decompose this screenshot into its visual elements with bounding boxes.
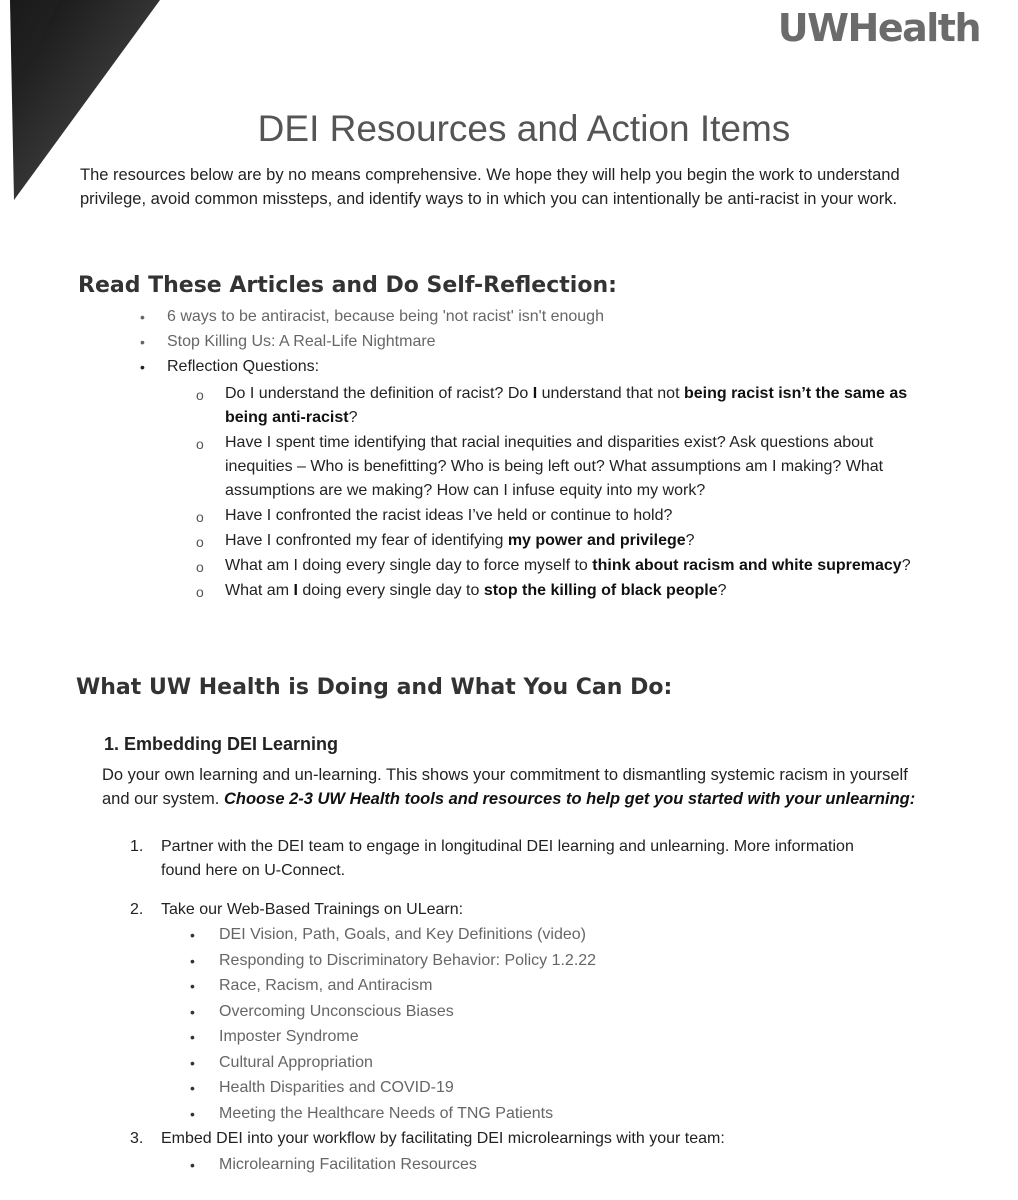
circle-bullet-icon: o — [196, 559, 204, 575]
circle-bullet-icon: o — [196, 509, 204, 525]
step-item: 3. Embed DEI into your workflow by facilitating DEI microlearnings with your team: — [130, 1130, 725, 1147]
step-list-3 — [130, 1127, 890, 1151]
circle-bullet-icon: o — [196, 584, 204, 600]
bullet-icon: • — [190, 1003, 195, 1020]
bullet-icon: • — [190, 1157, 195, 1173]
step-list-1 — [130, 835, 890, 883]
training-link[interactable]: • Cultural Appropriation — [190, 1051, 890, 1077]
bullet-icon: • — [190, 978, 195, 994]
bullet-icon: • — [140, 309, 145, 325]
bullet-icon: • — [190, 1054, 195, 1071]
bullet-icon: • — [190, 952, 195, 969]
article-list — [140, 305, 940, 380]
reflection-question-list — [196, 382, 926, 604]
circle-bullet-icon: o — [196, 534, 204, 550]
training-link[interactable]: • Imposter Syndrome — [190, 1025, 890, 1051]
article-link-stop-killing-us[interactable]: • Stop Killing Us: A Real-Life Nightmare — [140, 330, 940, 355]
subheading-embedding-dei: 1. Embedding DEI Learning — [104, 734, 339, 754]
section-heading-uwhealth: What UW Health is Doing and What You Can Do: — [76, 675, 673, 700]
bullet-icon: • — [140, 334, 145, 350]
reflection-question: o Have I confronted the racist ideas I’ve held or continue to hold? — [196, 504, 926, 528]
bullet-icon: • — [190, 1105, 195, 1122]
bullet-icon: • — [190, 1080, 195, 1096]
reflection-question: o Have I spent time identifying that racial inequities and disparities exist? Ask questions about inequities – Who is benefitting? Who is being left out? What assumptions am I making? What assumptions are we making? How can I infuse equity into my work? — [196, 434, 884, 499]
training-link[interactable]: • Overcoming Unconscious Biases — [190, 1000, 890, 1026]
step-item: 2. Take our Web-Based Trainings on ULearn: — [130, 901, 464, 918]
circle-bullet-icon: o — [196, 387, 204, 403]
bullet-icon: • — [190, 1029, 195, 1045]
reflection-question: o Have I confronted my fear of identifying my power and privilege? — [196, 529, 926, 553]
step-item[interactable]: 1. Partner with the DEI team to engage in longitudinal DEI learning and unlearning. More information found here on U-Connect. — [130, 838, 854, 879]
microlearning-link[interactable]: • Microlearning Facilitation Resources — [190, 1153, 890, 1179]
bullet-icon: • — [190, 927, 195, 943]
circle-bullet-icon: o — [196, 436, 204, 452]
section-heading-articles: Read These Articles and Do Self-Reflection: — [78, 273, 617, 298]
microlearning-list — [190, 1153, 890, 1179]
training-link[interactable]: • DEI Vision, Path, Goals, and Key Definitions (video) — [190, 923, 890, 949]
learning-paragraph: Do your own learning and un-learning. This shows your commitment to dismantling systemic racism in yourself and our system. Choose 2-3 UW Health tools and resources to help get you started with your unlearning: — [102, 766, 916, 808]
article-link-antiracist[interactable]: • 6 ways to be antiracist, because being 'not racist' isn't enough — [140, 305, 940, 330]
reflection-questions-label: • Reflection Questions: — [140, 355, 940, 380]
intro-paragraph: The resources below are by no means comprehensive. We hope they will help you begin the work to understand privilege, avoid common missteps, and identify ways to in which you can intentionally be anti-racist in your work. — [80, 166, 900, 208]
training-link[interactable]: • Race, Racism, and Antiracism — [190, 974, 890, 1000]
training-link[interactable]: • Health Disparities and COVID-19 — [190, 1076, 890, 1102]
training-link[interactable]: • Meeting the Healthcare Needs of TNG Patients — [190, 1102, 890, 1128]
uwhealth-logo: UWHealth — [777, 6, 980, 50]
training-link[interactable]: • Responding to Discriminatory Behavior: Policy 1.2.22 — [190, 949, 890, 975]
step-list-2 — [130, 898, 890, 922]
training-list — [190, 923, 890, 1127]
page-title: DEI Resources and Action Items — [257, 108, 791, 149]
reflection-question: o Do I understand the definition of racist? Do I understand that not being racist isn’t the same as being anti-racist? — [196, 385, 908, 426]
reflection-question: o What am I doing every single day to force myself to think about racism and white supremacy? — [196, 554, 926, 578]
reflection-question: o What am I doing every single day to stop the killing of black people? — [196, 579, 926, 603]
bullet-icon: • — [140, 359, 145, 375]
